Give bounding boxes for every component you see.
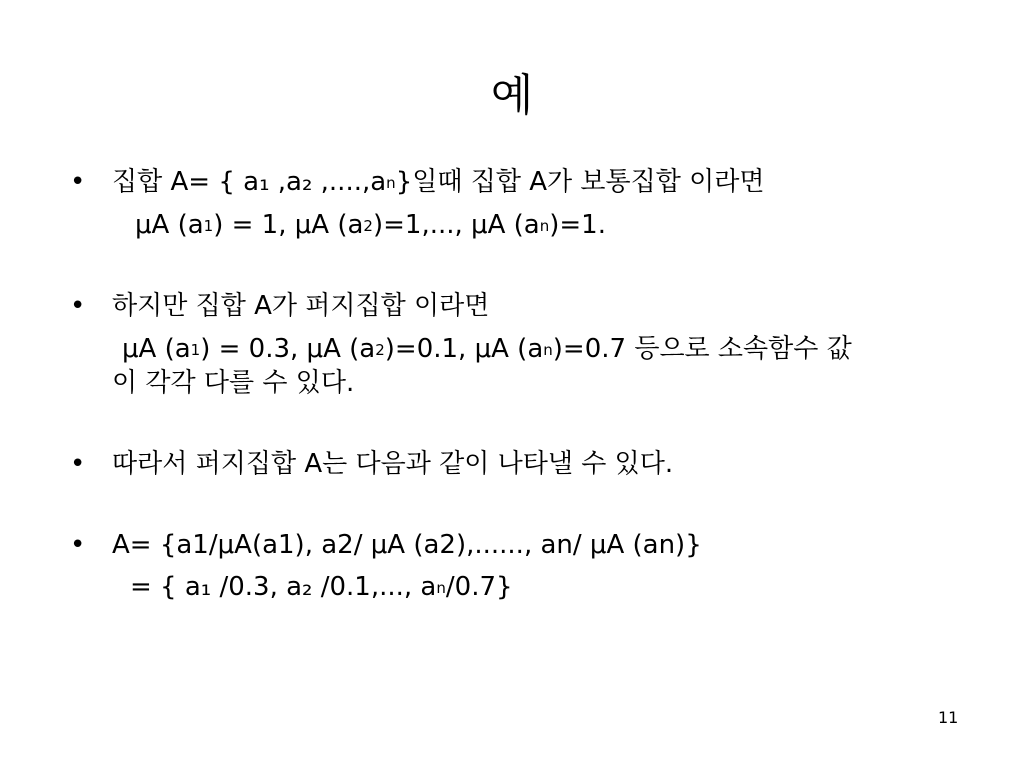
text-segment: )=0.1, μA (a [384, 334, 544, 364]
bullet-2-line-1: 하지만 집합 A가 퍼지집합 이라면 [112, 291, 490, 321]
text-segment: )=1,..., μA (a [372, 210, 540, 240]
page-number: 11 [938, 708, 959, 727]
subscript: n [543, 341, 553, 359]
bullet-2-line-3: 이 각각 다를 수 있다. [112, 368, 355, 398]
text-segment: ) = 0.3, μA (a [200, 334, 376, 364]
subscript: 1 [190, 341, 201, 359]
text-segment: μA (a [135, 210, 204, 240]
bullet-4-line-2 [130, 570, 513, 604]
bullet-marker: • [70, 530, 86, 560]
subscript: n [386, 174, 396, 192]
text-segment: ) = 1, μA (a [213, 210, 364, 240]
bullet-marker: • [70, 449, 86, 479]
subscript: n [539, 217, 550, 235]
bullet-3-line-1: 따라서 퍼지집합 A는 다음과 같이 나타낼 수 있다. [112, 449, 674, 479]
text-segment: μA (a [122, 334, 191, 364]
text-segment: = { a₁ /0.3, a₂ /0.1,..., a [130, 572, 437, 602]
text-segment: 집합 A= { a₁ ,a₂ ,....,a [112, 167, 387, 197]
slide-title: 예 [490, 70, 534, 121]
subscript: n [436, 579, 446, 597]
bullet-4-line-1: A= {a1/μA(a1), a2/ μA (a2),......, an/ μA (an)} [112, 530, 702, 560]
text-segment: }일때 집합 A가 보통집합 이라면 [395, 167, 765, 197]
subscript: 1 [203, 217, 214, 235]
bullet-marker: • [70, 291, 86, 321]
bullet-1-line-2 [135, 208, 606, 242]
bullet-1-line-1 [112, 165, 764, 199]
bullet-marker: • [70, 167, 86, 197]
subscript: 2 [375, 341, 385, 359]
text-segment: )=1. [549, 210, 606, 240]
text-segment: )=0.7 등으로 소속함수 값 [552, 334, 852, 364]
text-segment: /0.7} [445, 572, 513, 602]
bullet-2-line-2 [122, 332, 852, 366]
subscript: 2 [363, 217, 373, 235]
